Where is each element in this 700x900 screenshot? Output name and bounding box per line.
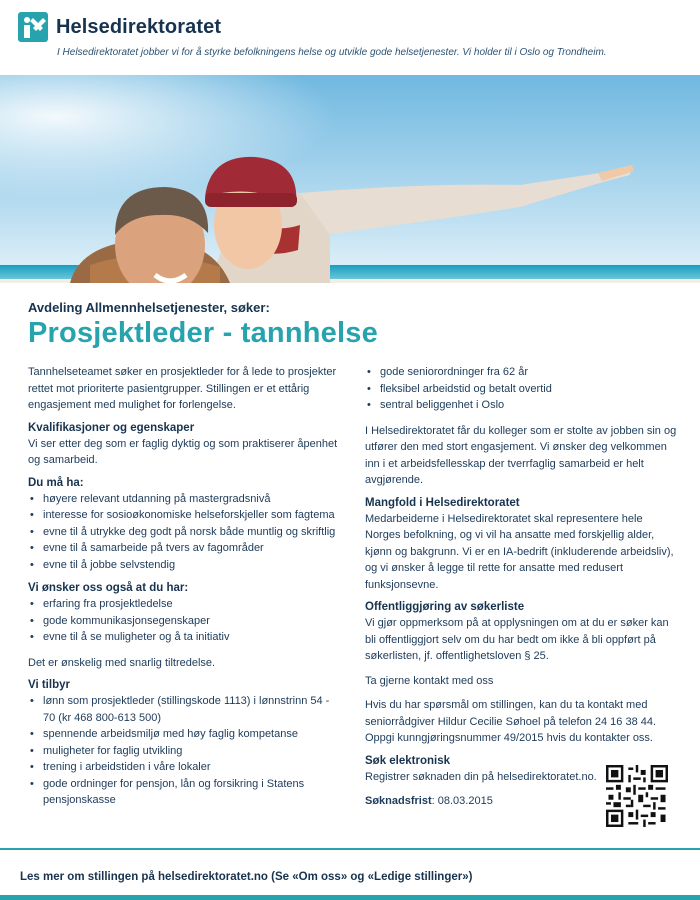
list-item: • interesse for sosioøkonomiske helseforskjeller som fagtema [28, 507, 341, 524]
left-column [28, 364, 341, 818]
tagline: I Helsedirektoratet jobber vi for å styrke befolkningens helse og utvikle gode helsetjenester. Vi holder til i Oslo og Trondheim. [57, 47, 607, 58]
list-item: • erfaring fra prosjektledelse [28, 596, 341, 613]
header [0, 0, 700, 70]
contact-text: Ta gjerne kontakt med oss [365, 674, 494, 687]
requirements-heading: Du må ha: [28, 476, 84, 489]
contact-details: Hvis du har spørsmål om stillingen, kan du ta kontakt med seniorrådgiver Hildur Cecilie Søhoel på telefon 24 16 38 44. Oppgi kunngjøringsnummer 49/2015 hvis du kontakter oss. [365, 699, 657, 744]
qualifications-heading: Kvalifikasjoner og egenskaper [28, 421, 195, 434]
list-item: • spennende arbeidsmiljø med høy faglig kompetanse [28, 726, 341, 743]
department-label: Avdeling Allmennhelsetjenester, søker: [28, 300, 270, 315]
ad-heading-block [28, 300, 678, 364]
list-item: • lønn som prosjektleder (stillingskode 1113) i lønnstrinn 54 - 70 (kr 468 800-613 500) [28, 693, 341, 726]
footer-bar [0, 895, 700, 900]
apply-heading: Søk elektronisk [365, 754, 451, 767]
logo-text: Helsedirektoratet [56, 15, 222, 38]
start-date-text: Det er ønskelig med snarlig tiltredelse. [28, 656, 216, 669]
logo[interactable] [18, 12, 221, 42]
logo-mark-icon [18, 12, 48, 42]
couple-beach-photo-icon [0, 75, 700, 283]
qr-code-icon[interactable] [606, 765, 668, 827]
public-list-heading: Offentliggjøring av søkerliste [365, 601, 525, 613]
diversity-heading: Mangfold i Helsedirektoratet [365, 496, 520, 509]
list-item: • gode ordninger for pensjon, lån og forsikring i Statens pensjonskasse [28, 776, 341, 809]
list-item: • muligheter for faglig utvikling [28, 743, 341, 760]
ad-body [28, 364, 678, 818]
footer-text[interactable]: Les mer om stillingen på helsedirektoratet.no (Se «Om oss» og «Ledige stillinger») [20, 871, 473, 883]
requirements-list [28, 491, 341, 574]
list-item: • fleksibel arbeidstid og betalt overtid [365, 381, 678, 398]
list-item: • gode kommunikasjonsegenskaper [28, 613, 341, 630]
offer-heading: Vi tilbyr [28, 679, 70, 691]
list-item: • gode seniorordninger fra 62 år [365, 364, 678, 381]
deadline-value: : 08.03.2015 [431, 795, 493, 807]
offer-list [28, 693, 341, 809]
page-title: Prosjektleder - tannhelse [28, 317, 378, 349]
list-item: • høyere relevant utdanning på mastergradsnivå [28, 491, 341, 508]
colleagues-text: I Helsedirektoratet får du kolleger som er stolte av jobben sin og utfører den med stort engasjement. Vi ønsker deg velkommen inn i et arbeidsfellesskap der tverrfaglig samarbeid er helt avgjørende. [365, 424, 677, 486]
right-column [365, 364, 678, 818]
diversity-text: Medarbeiderne i Helsedirektoratet skal representere hele Norges befolkning, og vi vil ha ansatte med forskjellig alder, kjønn og bakgrunn. Vi er en IA-bedrift (inkluderende arbeidsliv), og vi ønsker å legge til rette for ansatte med redusert funksjonsevne. [365, 512, 674, 591]
offer-list-continued [365, 364, 678, 414]
list-item: • evne til å utrykke deg godt på norsk både muntlig og skriftlig [28, 524, 341, 541]
list-item: • evne til å se muligheter og å ta initiativ [28, 629, 341, 646]
wishes-list [28, 596, 341, 646]
public-list-text: Vi gjør oppmerksom på at opplysningen om at du er søker kan bli offentliggjort selv om du har bedt om ikke å bli oppført på søkerlisten, jf. offentlighetsloven § 25. [365, 617, 669, 662]
list-item: • evne til å jobbe selvstendig [28, 557, 341, 574]
deadline-label: Søknadsfrist [365, 795, 432, 807]
list-item: • evne til å samarbeide på tvers av fagområder [28, 540, 341, 557]
footer-divider [0, 848, 700, 850]
apply-text[interactable]: Registrer søknaden din på helsedirektoratet.no. [365, 770, 597, 783]
qualifications-text: Vi ser etter deg som er faglig dyktig og som praktiserer åpenhet og samarbeid. [28, 437, 338, 466]
hero-image [0, 75, 700, 283]
intro-text: Tannhelseteamet søker en prosjektleder for å lede to prosjekter rettet mot prioriterte pasientgrupper. Stillingen er et ettårig engasjement med mulighet for forlengelse. [28, 366, 337, 411]
wishes-heading: Vi ønsker oss også at du har: [28, 582, 189, 594]
list-item: • sentral beliggenhet i Oslo [365, 397, 678, 414]
list-item: • trening i arbeidstiden i våre lokaler [28, 759, 341, 776]
